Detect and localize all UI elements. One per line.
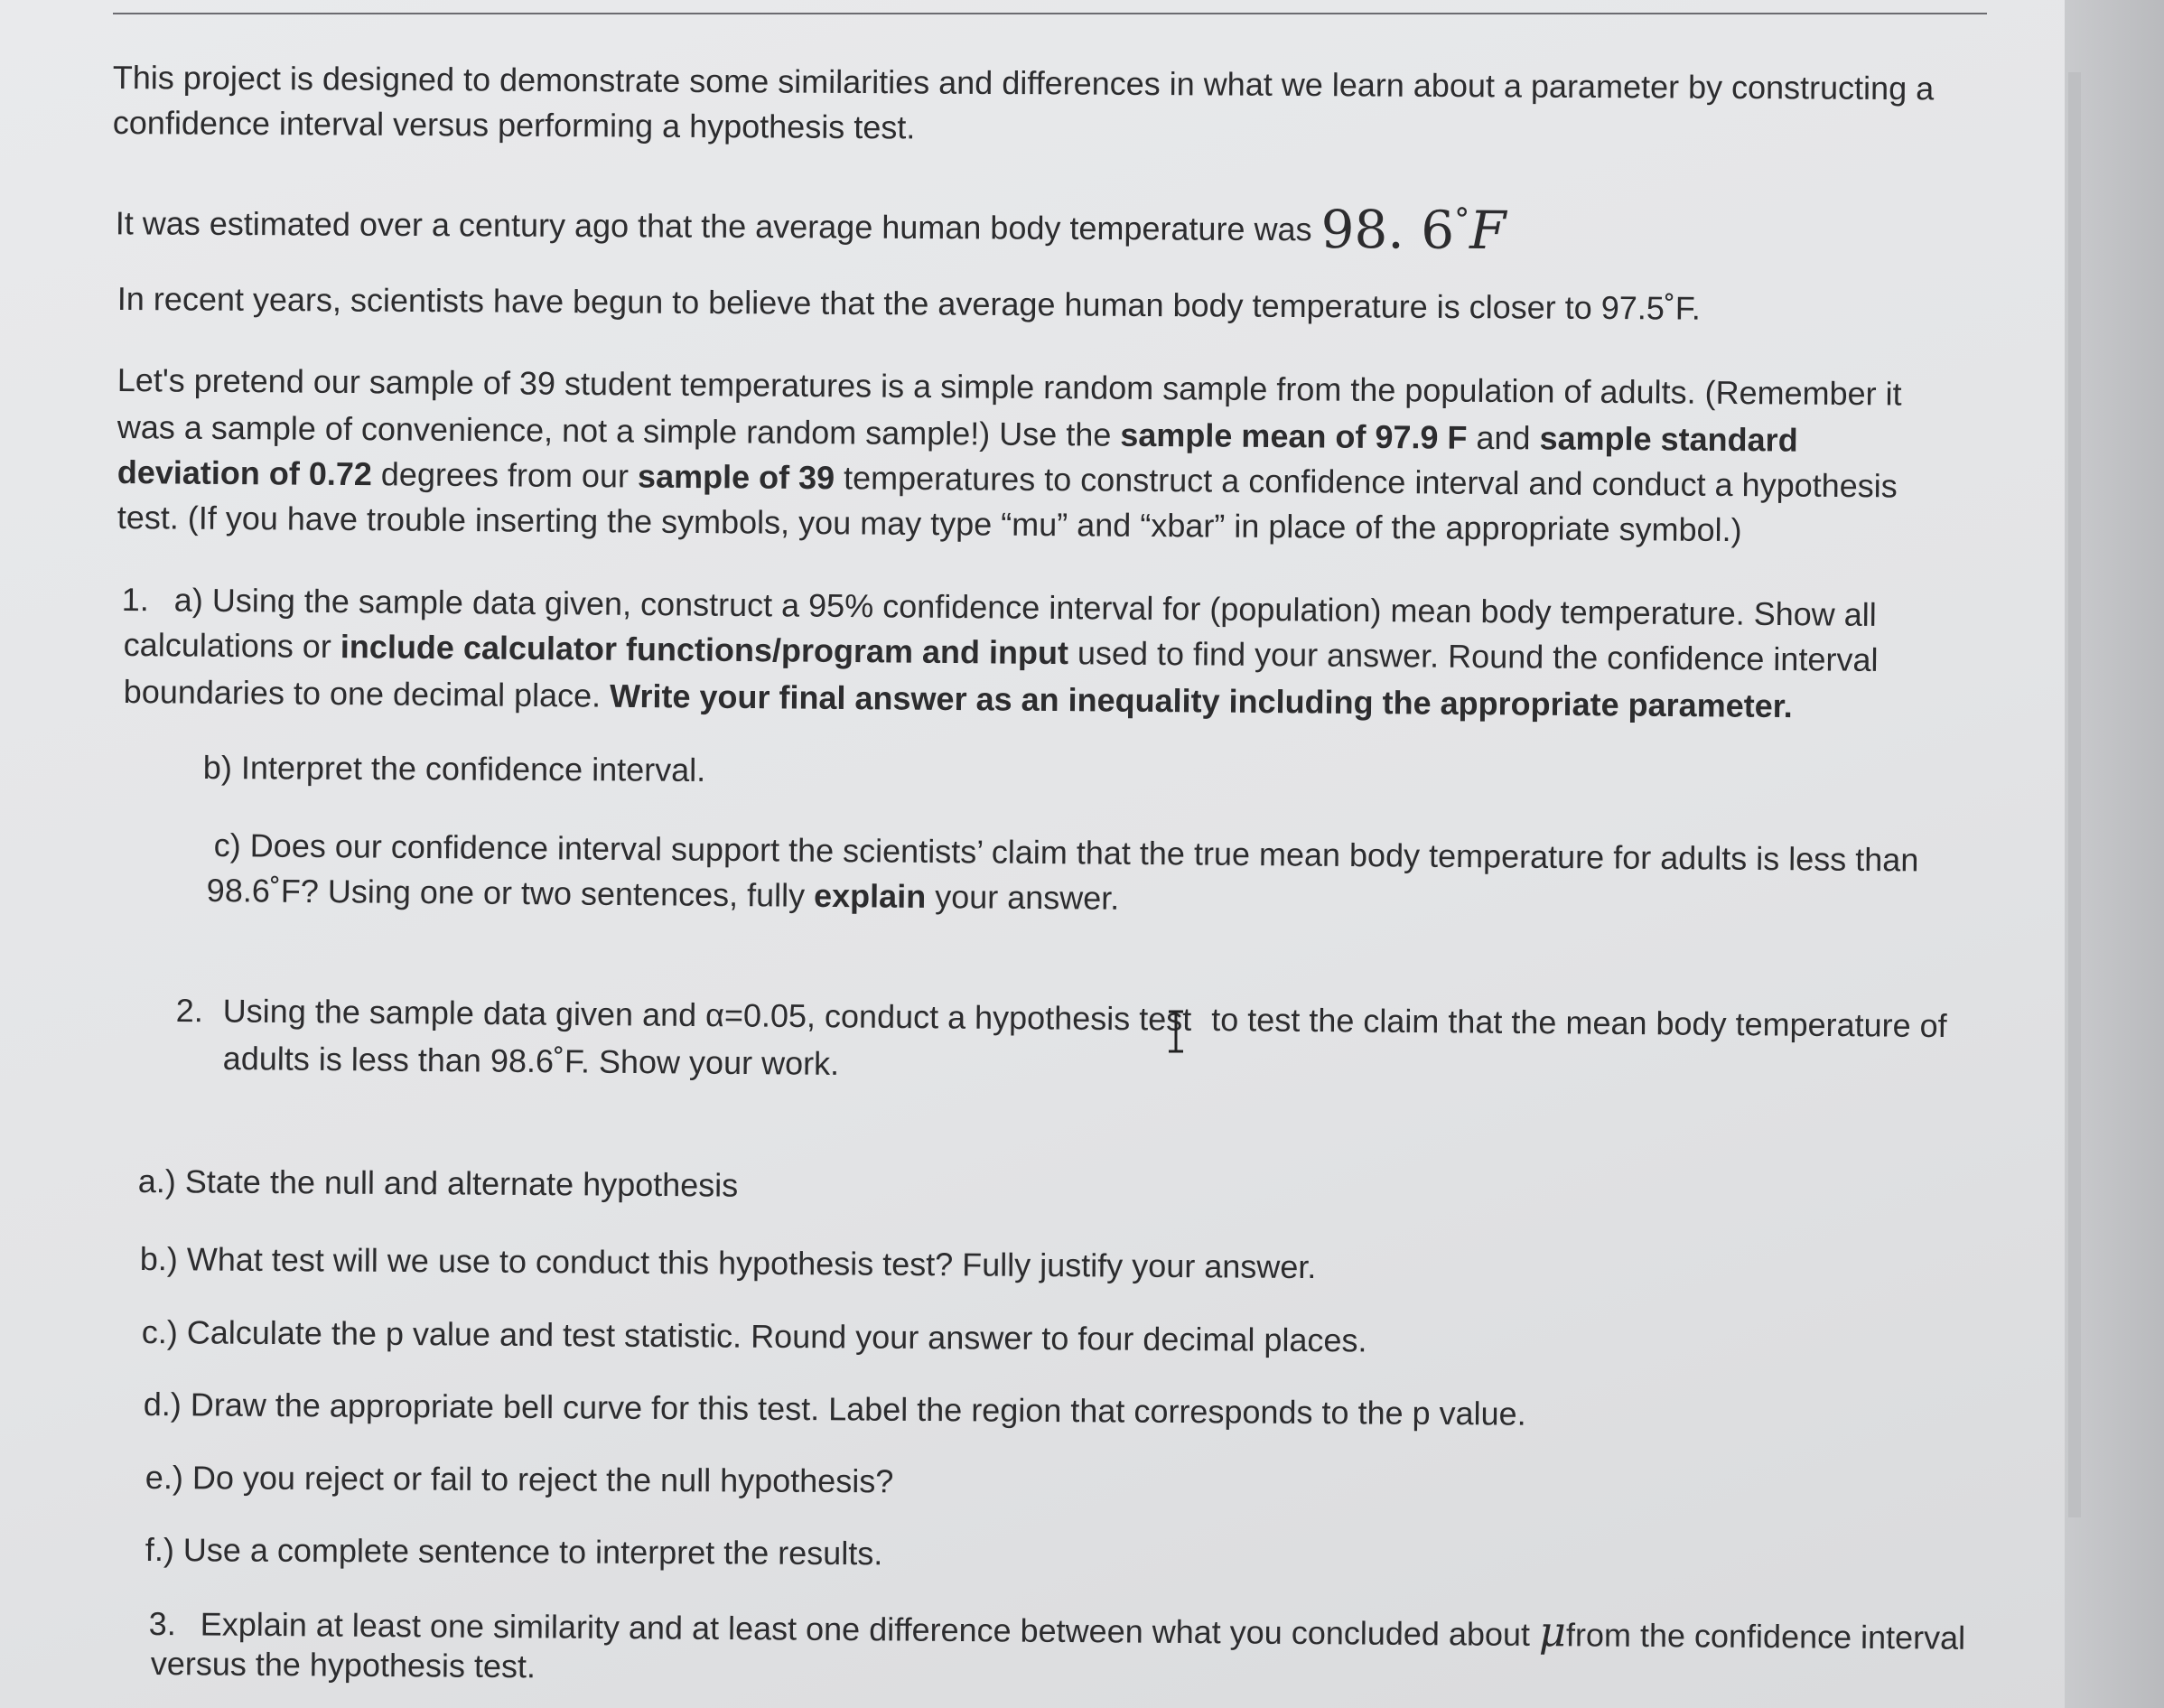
sample-size: sample of 39 (637, 457, 835, 497)
estimate-line (115, 191, 1506, 262)
q2-b: b.) What test will we use to conduct this hypothesis test? Fully justify your answer. (139, 1239, 1317, 1286)
q1-a-text: calculations or (123, 625, 341, 666)
sample-sd-value: deviation of 0.72 (117, 453, 373, 493)
q1-c-text: your answer. (926, 877, 1120, 917)
q2-line-2: adults is less than 98.6˚F. Show your work. (222, 1039, 840, 1082)
q1-a-instruction: Write your final answer as an inequality including the appropriate parameter. (609, 677, 1793, 725)
setup-text: degrees from our (371, 455, 639, 495)
setup-line-1: Let's pretend our sample of 39 student temperatures is a simple random sample from the population of adults. (Remember it (117, 360, 1902, 413)
intro-line-1: This project is designed to demonstrate some similarities and differences in what we learn about a parameter by constructing a (112, 58, 1935, 107)
q3-text: from the confidence interval (1565, 1616, 1966, 1657)
setup-text: temperatures to construct a confidence interval and conduct a hypothesis (834, 459, 1898, 505)
q1-b: b) Interpret the confidence interval. (202, 748, 706, 789)
setup-text: and (1467, 418, 1540, 457)
text-cursor-icon (1165, 1010, 1187, 1053)
q2-number: 2. (175, 991, 204, 1030)
recent-line: In recent years, scientists have begun to believe that the average human body temperature is closer to 97.5˚F. (117, 279, 1701, 327)
q2-c: c.) Calculate the p value and test statistic. Round your answer to four decimal places. (141, 1312, 1367, 1359)
q2-e: e.) Do you reject or fail to reject the null hypothesis? (145, 1459, 894, 1500)
q1-a-text: a) Using the sample data given, construct a 95% confidence interval for (population) mean body temperature. Show all (173, 581, 1877, 633)
scrollbar[interactable] (2068, 72, 2081, 1517)
q2-f: f.) Use a complete sentence to interpret the results. (145, 1531, 883, 1573)
q1-a-text: boundaries to one decimal place. (123, 672, 611, 714)
q1-c-line-1: c) Does our confidence interval support the scientists’ claim that the true mean body temperature for adults is less than (213, 826, 1919, 879)
q1-a-text: used to find your answer. Round the confidence interval (1068, 634, 1879, 678)
q1-a-bold: include calculator functions/program and input (340, 628, 1069, 672)
estimate-degree: ° (1454, 201, 1470, 238)
q3-number: 3. (148, 1604, 176, 1643)
q1-number: 1. (121, 580, 150, 619)
estimate-unit: F (1469, 200, 1506, 262)
q3-text: Explain at least one similarity and at least one difference between what you concluded about (200, 1605, 1531, 1654)
q2-a: a.) State the null and alternate hypothesis (137, 1162, 739, 1204)
q2-d: d.) Draw the appropriate bell curve for this test. Label the region that corresponds to the p value. (143, 1385, 1526, 1433)
top-divider (113, 13, 1987, 14)
q3-line-2: versus the hypothesis test. (150, 1644, 536, 1685)
q2-text: to test the claim that the mean body temperature of (1211, 1001, 1947, 1045)
q2-text: Using the sample data given and α=0.05, conduct a hypothesis test (222, 992, 1192, 1038)
estimate-text: It was estimated over a century ago that the average human body temperature was (115, 204, 1312, 248)
setup-line-4: test. (If you have trouble inserting the symbols, you may type “mu” and “xbar” in place of the appropriate symbol.) (117, 498, 1742, 549)
q1-c-line-2 (207, 869, 1120, 920)
estimate-math (1320, 199, 1506, 261)
mu-symbol: μ (1538, 1607, 1567, 1657)
q1-c-bold: explain (813, 876, 927, 915)
sample-mean: sample mean of 97.9 F (1120, 415, 1468, 456)
setup-text: was a sample of convenience, not a simple random sample!) Use the (117, 407, 1121, 453)
estimate-value: 98. 6 (1320, 199, 1455, 262)
intro-line-2: confidence interval versus performing a hypothesis test. (112, 103, 916, 146)
sample-sd-label: sample standard (1539, 419, 1798, 459)
q1-c-text: 98.6˚F? Using one or two sentences, fully (206, 871, 815, 914)
